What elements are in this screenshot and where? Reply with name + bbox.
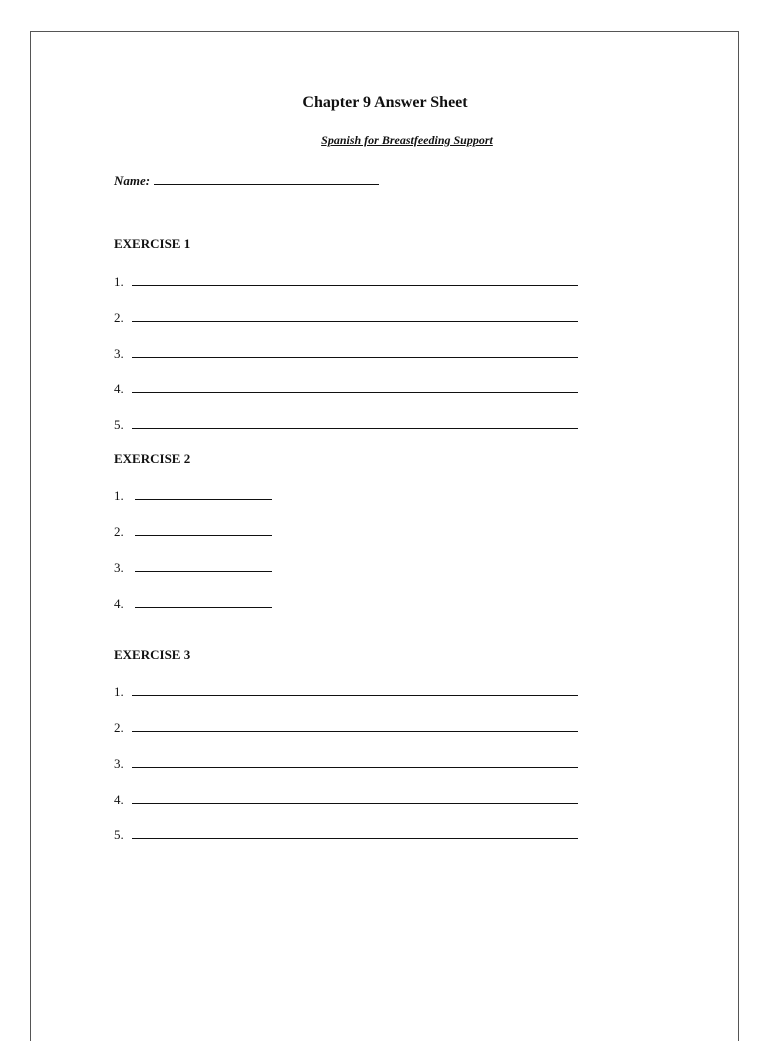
answer-line[interactable] [135,522,272,536]
answer-line[interactable] [132,415,578,429]
exercise-1-heading: EXERCISE 1 [114,236,191,251]
exercise-1-answer-row [114,415,578,433]
exercise-3-answer-row [114,825,578,843]
exercise-1-answer-row [114,379,578,397]
answer-number: 4. [114,381,124,396]
exercise-3-answer-row [114,682,578,700]
answer-number: 5. [114,827,124,842]
exercise-2-answer-row [114,594,272,612]
exercise-2-answer-row [114,558,272,576]
answer-number: 1. [114,274,124,289]
exercise-2-answer-row [114,522,272,540]
answer-line[interactable] [132,272,578,286]
answer-line[interactable] [132,344,578,358]
answer-number: 4. [114,596,124,611]
answer-line[interactable] [132,754,578,768]
exercise-3-answer-row [114,790,578,808]
exercise-3-heading: EXERCISE 3 [114,647,191,662]
answer-line[interactable] [135,558,272,572]
answer-number: 5. [114,417,124,432]
exercise-1-answer-row [114,272,578,290]
answer-number: 2. [114,524,124,539]
page-title: Chapter 9 Answer Sheet [302,94,468,111]
page-subtitle: Spanish for Breastfeeding Support [321,133,493,147]
answer-line[interactable] [132,308,578,322]
answer-number: 2. [114,720,124,735]
answer-line[interactable] [135,594,272,608]
answer-number: 3. [114,756,124,771]
exercise-2-answer-row [114,486,272,504]
answer-line[interactable] [135,486,272,500]
answer-line[interactable] [132,790,578,804]
answer-line[interactable] [132,379,578,393]
exercise-3-answer-row [114,718,578,736]
name-field-row [114,171,379,189]
answer-number: 3. [114,346,124,361]
answer-line[interactable] [132,825,578,839]
name-answer-line[interactable] [154,171,379,185]
answer-number: 3. [114,560,124,575]
exercise-1-answer-row [114,344,578,362]
answer-number: 1. [114,488,124,503]
answer-line[interactable] [132,718,578,732]
exercise-2-heading: EXERCISE 2 [114,451,191,466]
name-label: Name: [114,173,151,188]
answer-number: 1. [114,684,124,699]
exercise-3-answer-row [114,754,578,772]
exercise-1-answer-row [114,308,578,326]
answer-number: 2. [114,310,124,325]
answer-line[interactable] [132,682,578,696]
answer-number: 4. [114,792,124,807]
